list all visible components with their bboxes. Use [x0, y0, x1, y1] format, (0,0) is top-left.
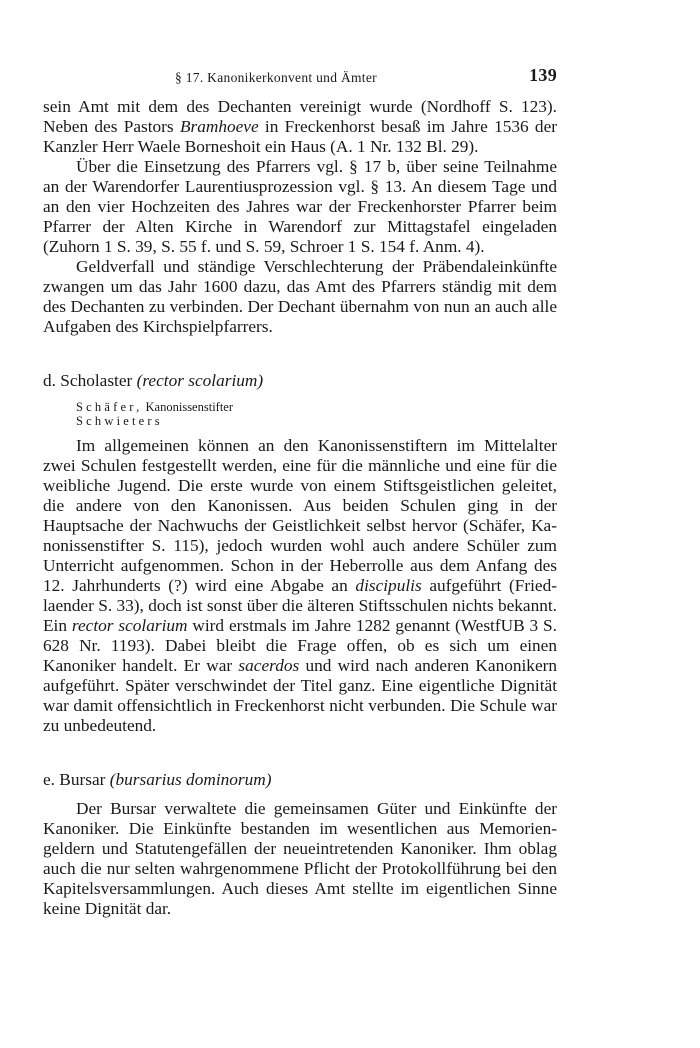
paragraph-installation: Über die Einsetzung des Pfarrers vgl. § 17 b, über seine Teilnahme an der Warendorfer Laurentiusprozession vgl. § 13. An diesem Tage und an den vier Hochzeiten des Jahres war der Freckenhorster Pfarrer beim Pfarrer der Alten Kirche in Warendorf zur Mittagstafel eingeladen (Zuhorn 1 S. 39, S. 55 f. und S. 59, Schroer 1 S. 154 f. Anm. 4). [43, 157, 557, 256]
text-run: aufgeführt (Friedlaender S. 33), doch ist sonst über die älteren Stiftsschulen nichts bekannt. Ein [43, 576, 558, 635]
paragraph-schools [43, 436, 557, 736]
paragraph-income-decline: Geldverfall und ständige Verschlechterung der Präbendaleinkünfte zwangen um das Jahr 1600 dazu, das Amt des Pfarrers ständig mit dem des Dechanten zu verbinden. Der Dechant übernahm von nun an auch alle Aufgaben des Kirchspielpfarrers. [43, 257, 557, 336]
italic-name: Bramhoeve [179, 117, 259, 136]
page-number: 139 [529, 65, 557, 85]
section-latin-term: (bursarius dominorum) [109, 770, 272, 789]
literature-reference [76, 414, 557, 428]
section-label: d. Scholaster [43, 371, 137, 390]
paragraph-continuation [43, 97, 557, 157]
text-run: sein Amt mit dem des Dechanten vereinigt wurde (Nordhoff S. 123). Neben des Pastors [43, 97, 557, 136]
text-run: wird erstmals im Jahre 1282 genannt (WestfUB 3 S. 628 Nr. 1193). Dabei bleibt die Frage offen, ob es sich um einen Kanoniker handelt. Er war [43, 616, 557, 675]
running-header [43, 65, 557, 90]
paragraph-bursar: Der Bursar verwaltete die gemeinsamen Güter und Einkünfte der Kanoniker. Die Einkünfte bestanden im wesentlichen aus Memoriengeldern und Statutengefällen der neueintretenden Kanoniker. Ihm oblag auch die nur selten wahrgenommene Pflicht der Protokollführung bei den Kapitelsversammlungen. Auch dieses Amt stellte im eigentlichen Sinne keine Dignität dar. [43, 799, 557, 918]
italic-term: sacerdos [238, 656, 300, 675]
section-label: e. Bursar [43, 770, 110, 789]
italic-term: discipulis [355, 576, 422, 595]
literature-reference [76, 400, 557, 414]
body-text [43, 97, 557, 919]
section-heading-scholaster [43, 371, 557, 391]
text-run: in Freckenhorst besaß im Jahre 1536 der Kanzler Herr Waele Borneshoit ein Haus (A. 1 Nr. 132 Bl. 29). [43, 117, 557, 156]
section-heading-bursar [43, 770, 557, 790]
section-latin-term: (rector scolarium) [136, 371, 264, 390]
literature-title: Kanonissenstifter [142, 400, 234, 414]
running-title: § 17. Kanonikerkonvent und Ämter [175, 70, 377, 85]
italic-term: rector scolarium [71, 616, 188, 635]
text-run: Im allgemeinen können an den Kanonissenstiftern im Mittelalter zwei Schulen festgestellt werden, eine für die männliche und eine für die weibliche Jugend. Die erste wurde von einem Stiftsgeistlichen geleitet, die andere von den Kanonissen. Aus beiden Schulen ging in der Hauptsache der Nachwuchs der Geistlichkeit selbst hervor (Schäfer, Kanonissenstifter S. 115), jedoch wurden wohl auch andere Schüler zum Unterricht aufgenommen. Schon in der Heberrolle aus dem Anfang des 12. Jahrhunderts (?) wird eine Abgabe an [43, 436, 557, 595]
literature-author: Schwieters [76, 414, 163, 428]
text-run: und wird nach anderen Kanonikern aufgeführt. Später verschwindet der Titel ganz. Eine eigentliche Dignität war damit offensichtlich in Freckenhorst nicht verbunden. Die Schule war zu unbedeutend. [43, 656, 558, 735]
literature-author: Schäfer, [76, 400, 143, 414]
